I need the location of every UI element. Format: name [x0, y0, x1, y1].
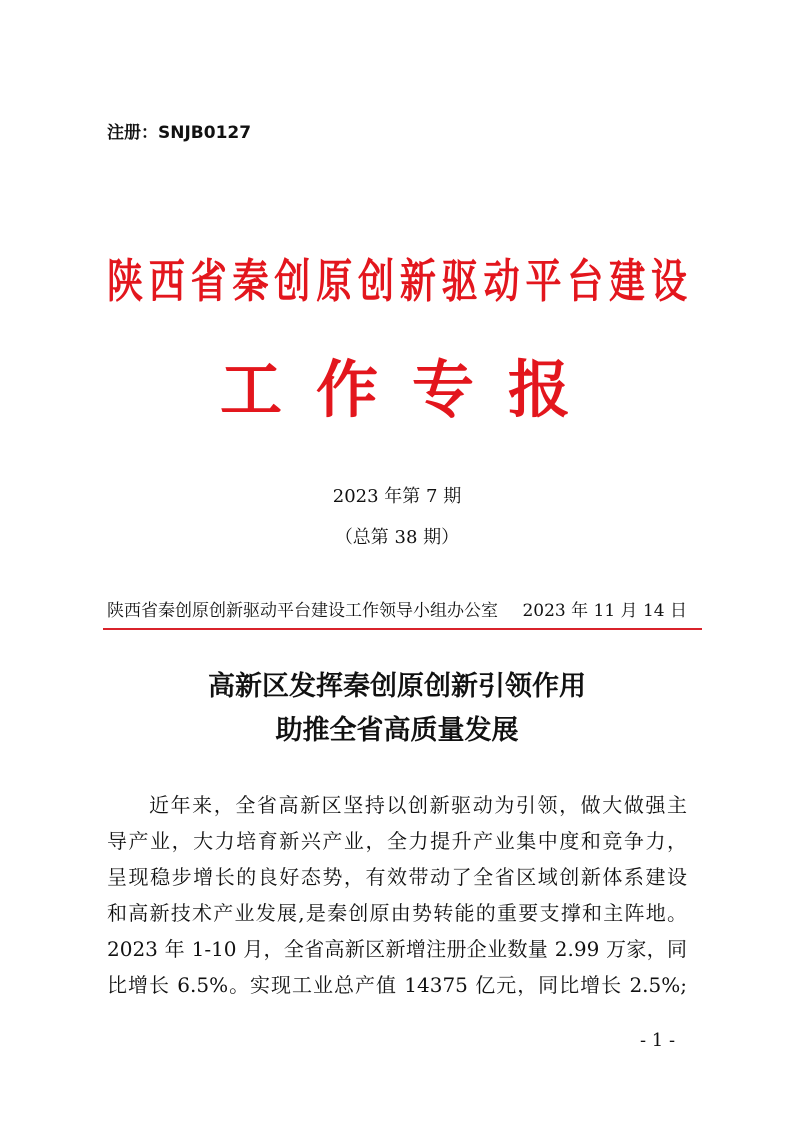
registration-number: 注册：SNJB0127	[107, 123, 252, 143]
body-line: 导产业，大力培育新兴产业，全力提升产业集中度和竞争力，	[107, 829, 687, 853]
body-line: 比增长 6.5%。实现工业总产值 14375 亿元，同比增长 2.5%;	[107, 973, 687, 997]
issue-number: 2023 年第 7 期	[332, 486, 462, 507]
body-line: 近年来，全省高新区坚持以创新驱动为引领，做大做强主	[149, 793, 687, 817]
masthead-subtitle: 工作专报	[220, 353, 570, 426]
body-line: 2023 年 1-10 月，全省高新区新增注册企业数量 2.99 万家，同	[107, 937, 687, 961]
issue-total: （总第 38 期）	[334, 527, 460, 548]
issue-date: 2023 年 11 月 14 日	[522, 601, 687, 621]
red-divider	[103, 628, 702, 630]
masthead-title: 陕西省秦创原创新驱动平台建设	[107, 254, 687, 309]
body-line: 呈现稳步增长的良好态势，有效带动了全省区域创新体系建设	[107, 865, 687, 889]
body-line: 和高新技术产业发展,是秦创原由势转能的重要支撑和主阵地。	[107, 901, 687, 925]
page-number: - 1 -	[640, 1030, 676, 1051]
article-headline-second: 助推全省高质量发展	[275, 715, 519, 746]
article-headline: 高新区发挥秦创原创新引领作用	[208, 671, 586, 702]
issuer-line	[107, 596, 687, 621]
issuer-office: 陕西省秦创原创新驱动平台建设工作领导小组办公室	[107, 601, 498, 621]
